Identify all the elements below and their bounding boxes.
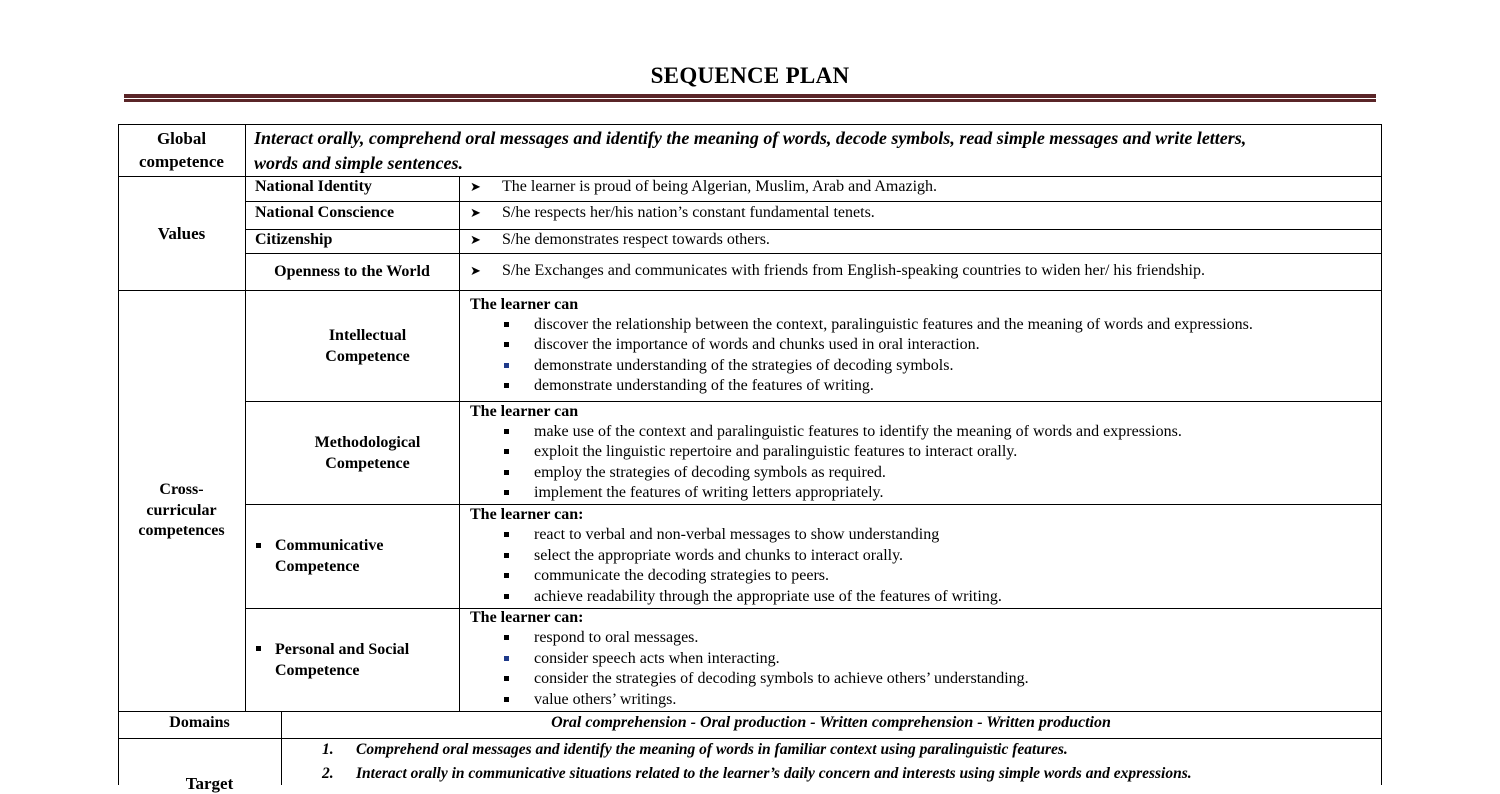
text-line: words and simple sentences. [254,153,464,173]
domains-label: Domains [169,714,230,731]
label-line: Competence [275,557,360,575]
row-divider [118,711,1382,712]
competence-name-methodological [260,432,475,474]
square-bullet-icon [504,470,509,475]
square-bullet-icon [504,383,509,388]
list-item: discover the importance of words and chunks used in oral interaction. [534,336,980,353]
row-divider [118,738,1382,739]
list-item: communicate the decoding strategies to peers. [534,567,830,584]
text-line: Interact orally, comprehend oral messages and identify the meaning of words, decode symbols, read simple messages and write letters, [254,128,1247,148]
label-line: Cross- [159,481,204,498]
list-item: select the appropriate words and chunks to interact orally. [534,547,904,564]
list-item: consider speech acts when interacting. [534,650,780,667]
square-bullet-icon [504,532,509,537]
row-divider [245,401,1382,402]
label-line: competence [139,152,224,171]
value-name: Openness to the World [274,263,430,280]
arrow-bullet-icon: ➤ [470,205,481,220]
square-bullet-icon [504,635,509,640]
label-line: Personal and Social [275,641,410,658]
list-item: exploit the linguistic repertoire and paralinguistic features to interact orally. [534,443,1018,460]
label-line: Competence [325,455,410,472]
learner-can-heading: The learner can: [470,609,584,626]
value-name: National Conscience [255,204,395,221]
list-item: demonstrate understanding of the features of writing. [534,377,874,394]
learner-can-heading: The learner can [470,296,579,313]
square-bullet-icon [504,656,509,661]
cross-curricular-label [118,480,245,542]
global-competence-text [254,126,1369,176]
title-rule-thick [124,94,1376,98]
list-item: implement the features of writing letters appropriately. [534,484,884,501]
square-bullet-icon [504,676,509,681]
square-bullet-icon [504,490,509,495]
square-bullet-icon [504,363,509,368]
label-line: Intellectual [328,327,407,344]
label-line: Communicative [275,537,384,554]
list-item: react to verbal and non-verbal messages to show understanding [534,526,940,543]
value-name: National Identity [255,178,372,195]
table-border-top [118,124,1382,125]
value-name: Citizenship [255,231,333,248]
list-item: discover the relationship between the context, paralinguistic features and the meaning of words and expressions. [534,316,1253,333]
square-bullet-icon [504,322,509,327]
row-divider [245,608,1382,609]
competence-name-personal-social [275,639,409,681]
square-bullet-icon [256,543,261,548]
domains-text: Oral comprehension - Oral production - Written comprehension - Written production [551,714,1111,731]
row-divider [245,504,1382,505]
target-number: 2. [322,765,334,782]
global-competence-label [118,128,245,172]
list-item: achieve readability through the appropriate use of the features of writing. [534,588,1002,605]
square-bullet-icon [256,646,261,651]
label-line: competences [138,522,225,539]
list-item: consider the strategies of decoding symbols to achieve others’ understanding. [534,670,1029,687]
row-divider [245,229,1382,230]
title-rule-thin [124,99,1376,102]
square-bullet-icon [504,697,509,702]
row-divider [245,201,1382,202]
value-text: The learner is proud of being Algerian, Muslim, Arab and Amazigh. [502,178,938,195]
target-item: Comprehend oral messages and identify the meaning of words in familiar context using paralinguistic features. [356,741,1068,758]
row-divider [245,253,1382,254]
square-bullet-icon [504,594,509,599]
label-line: Methodological [314,434,421,451]
label-line: Competence [325,348,410,365]
target-item: Interact orally in communicative situations related to the learner’s daily concern and interests using simple words and expressions. [356,765,1192,782]
value-text: S/he demonstrates respect towards others. [502,231,770,248]
list-item: make use of the context and paralinguistic features to identify the meaning of words and expressions. [534,423,1182,440]
list-item: respond to oral messages. [534,629,699,646]
label-line: curricular [146,501,217,519]
values-label: Values [157,224,206,243]
square-bullet-icon [504,553,509,558]
row-divider [118,290,1382,291]
list-item: demonstrate understanding of the strategies of decoding symbols. [534,357,954,374]
learner-can-heading: The learner can: [470,506,584,523]
square-bullet-icon [504,573,509,578]
page-title: SEQUENCE PLAN [650,63,850,88]
label-line: Competence [275,662,360,679]
list-item: value others’ writings. [534,691,677,708]
col-divider [245,124,246,711]
target-label: Target [185,774,234,793]
arrow-bullet-icon: ➤ [470,179,481,194]
square-bullet-icon [504,342,509,347]
learner-can-heading: The learner can [470,403,579,420]
table-border-right [1381,124,1382,785]
arrow-bullet-icon: ➤ [470,232,481,247]
label-line: Global [156,129,207,148]
target-number: 1. [322,741,334,758]
value-text: S/he respects her/his nation’s constant fundamental tenets. [502,204,875,221]
value-text: S/he Exchanges and communicates with friends from English-speaking countries to widen her/ his friendship. [502,262,1205,279]
arrow-bullet-icon: ➤ [470,263,481,278]
square-bullet-icon [504,449,509,454]
competence-name-intellectual [260,325,475,367]
list-item: employ the strategies of decoding symbols as required. [534,464,886,481]
competence-name-communicative [275,536,383,577]
square-bullet-icon [504,429,509,434]
